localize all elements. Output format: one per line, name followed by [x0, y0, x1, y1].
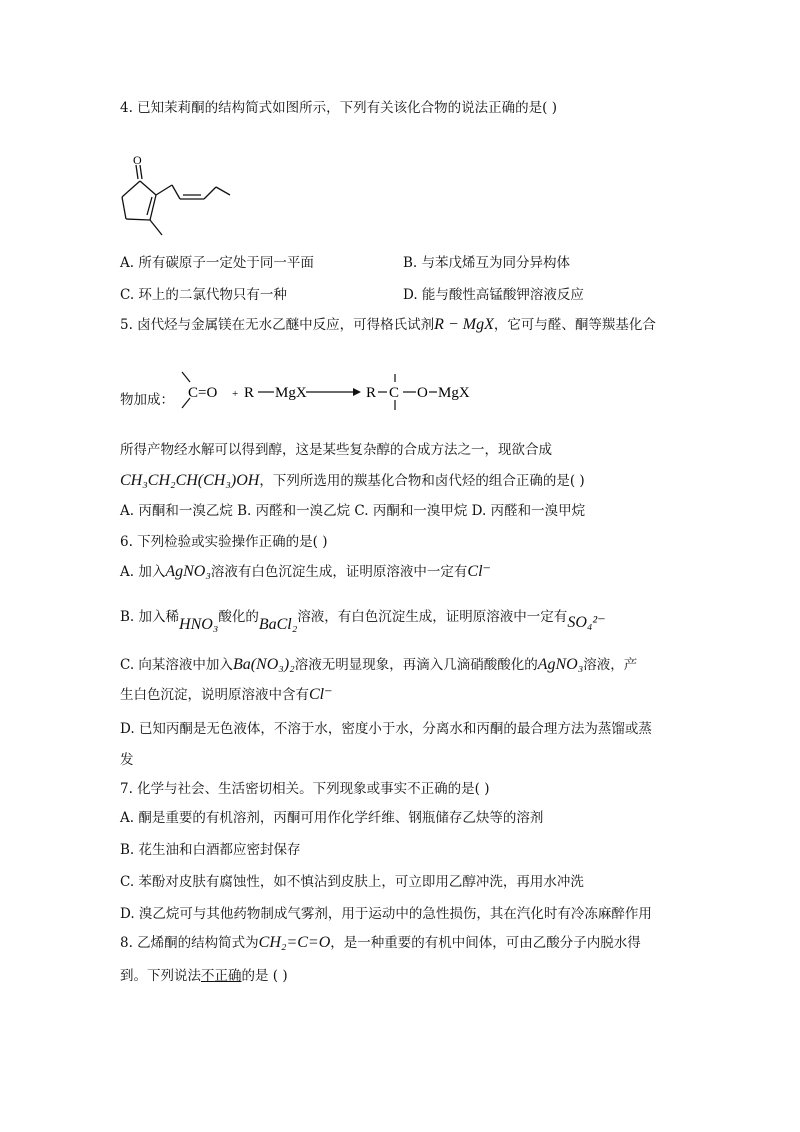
q6-stem: 6. 下列检验或实验操作正确的是( ) [120, 534, 328, 550]
q6-b-text1: B. 加入稀 [120, 609, 180, 625]
q4-option-a: A. 所有碳原子一定处于同一平面 [120, 255, 314, 271]
product-c: C [389, 385, 400, 401]
q6-c-text2: 溶液无明显现象，再滴入几滴硝酸酸化的 [294, 657, 538, 673]
agno3-formula-2: AgNO₃ [537, 656, 584, 673]
q8-text1: 8. 乙烯酮的结构简式为 [120, 935, 259, 951]
q6-a-text1: A. 加入 [120, 564, 166, 580]
chloride-ion: Cl⁻ [467, 563, 491, 580]
q4-stem: 4. 已知茉莉酮的结构简式如图所示，下列有关该化合物的说法正确的是( ) [120, 100, 557, 116]
q8-line1 [120, 933, 641, 953]
q6-a-text2: 溶液有白色沉淀生成，证明原溶液中一定有 [210, 564, 468, 580]
q5-line3-text: ，下列所选用的羰基化合物和卤代烃的组合正确的是( ) [259, 473, 585, 489]
q6-option-c-line1 [120, 655, 637, 675]
q8-text3: 到。下列说法 [120, 968, 201, 984]
hno3-formula: HNO₃ [179, 616, 219, 633]
q5-stem [120, 315, 656, 335]
q6-c-text4: 生白色沉淀，说明原溶液中含有 [120, 687, 309, 703]
grignard-reagent: R − MgX [434, 316, 494, 333]
q6-c-text1: C. 向某溶液中加入 [120, 657, 233, 673]
oxygen-label: O [133, 155, 142, 167]
jasmone-structure [112, 155, 242, 245]
bacl2-formula: BaCl₂ [258, 616, 298, 633]
carbonyl-carbon: C [188, 385, 199, 401]
grignard-addition-scheme [178, 368, 488, 418]
q6-b-text2: 酸化的 [218, 609, 259, 625]
q7-option-a: A. 酮是重要的有机溶剂，丙酮可用作化学纤维、钢瓶储存乙炔等的溶剂 [120, 810, 544, 826]
q8-line2 [120, 966, 288, 986]
q7-option-d: D. 溴乙烷可与其他药物制成气雾剂，用于运动中的急性损伤，其在汽化时有冷冻麻醉作用 [120, 906, 652, 922]
q6-option-a [120, 562, 491, 582]
q6-option-d-line2: 发 [120, 752, 134, 768]
sulfate-ion: SO₄²⁻ [567, 614, 606, 631]
product-mgx: MgX [438, 385, 470, 401]
q5-line3 [120, 471, 585, 491]
product-o: O [417, 385, 428, 401]
q5-options: A. 丙酮和一溴乙烷 B. 丙醛和一溴乙烷 C. 丙酮和一溴甲烷 D. 丙醛和一溴甲烷 [120, 503, 586, 519]
q5-line2: 所得产物经水解可以得到醇，这是某些复杂醇的合成方法之一，现欲合成 [120, 442, 552, 458]
q6-option-b [120, 607, 606, 633]
q8-text2: ，是一种重要的有机中间体，可由乙酸分子内脱水得 [330, 935, 641, 951]
product-r: R [366, 385, 377, 401]
carbonyl-oxygen: =O [198, 385, 218, 401]
agno3-formula: AgNO₃ [165, 563, 211, 580]
q5-stem-a: 5. 卤代烃与金属镁在无水乙醚中反应，可得格氏试剂 [120, 317, 435, 333]
q5-prefix: 物加成： [120, 392, 174, 408]
q7-stem: 7. 化学与社会、生活密切相关。下列现象或事实不正确的是( ) [120, 781, 490, 797]
target-alcohol: CH₃CH₂CH(CH₃)OH [120, 472, 260, 489]
q8-text4: 的是 ( ) [241, 968, 288, 984]
q7-option-b: B. 花生油和白酒都应密封保存 [120, 842, 301, 858]
ketene-formula: CH₂=C=O [258, 934, 331, 951]
q4-option-d: D. 能与酸性高锰酸钾溶液反应 [403, 287, 584, 303]
q8-underlined: 不正确 [201, 968, 242, 984]
chloride-ion-2: Cl⁻ [309, 686, 333, 703]
q4-option-c: C. 环上的二氯代物只有一种 [120, 287, 287, 303]
q6-option-d-line1: D. 已知丙酮是无色液体，不溶于水，密度小于水，分离水和丙酮的最合理方法为蒸馏或蒸 [120, 721, 652, 737]
q6-c-text3: 溶液，产 [583, 657, 638, 673]
q4-option-b: B. 与苯戊烯互为同分异构体 [403, 255, 571, 271]
reagent-mgx: MgX [275, 385, 307, 401]
q6-option-c-line2 [120, 685, 333, 705]
q7-option-c: C. 苯酚对皮肤有腐蚀性，如不慎沾到皮肤上，可立即用乙醇冲洗，再用水冲洗 [120, 874, 584, 890]
bano3-formula: Ba(NO₃)₂ [232, 656, 295, 673]
q5-stem-b: ，它可与醛、酮等羰基化合 [493, 317, 656, 333]
reagent-r: R [244, 385, 255, 401]
plus-sign: + [232, 388, 239, 400]
q6-b-text3: 溶液，有白色沉淀生成，证明原溶液中一定有 [297, 609, 568, 625]
